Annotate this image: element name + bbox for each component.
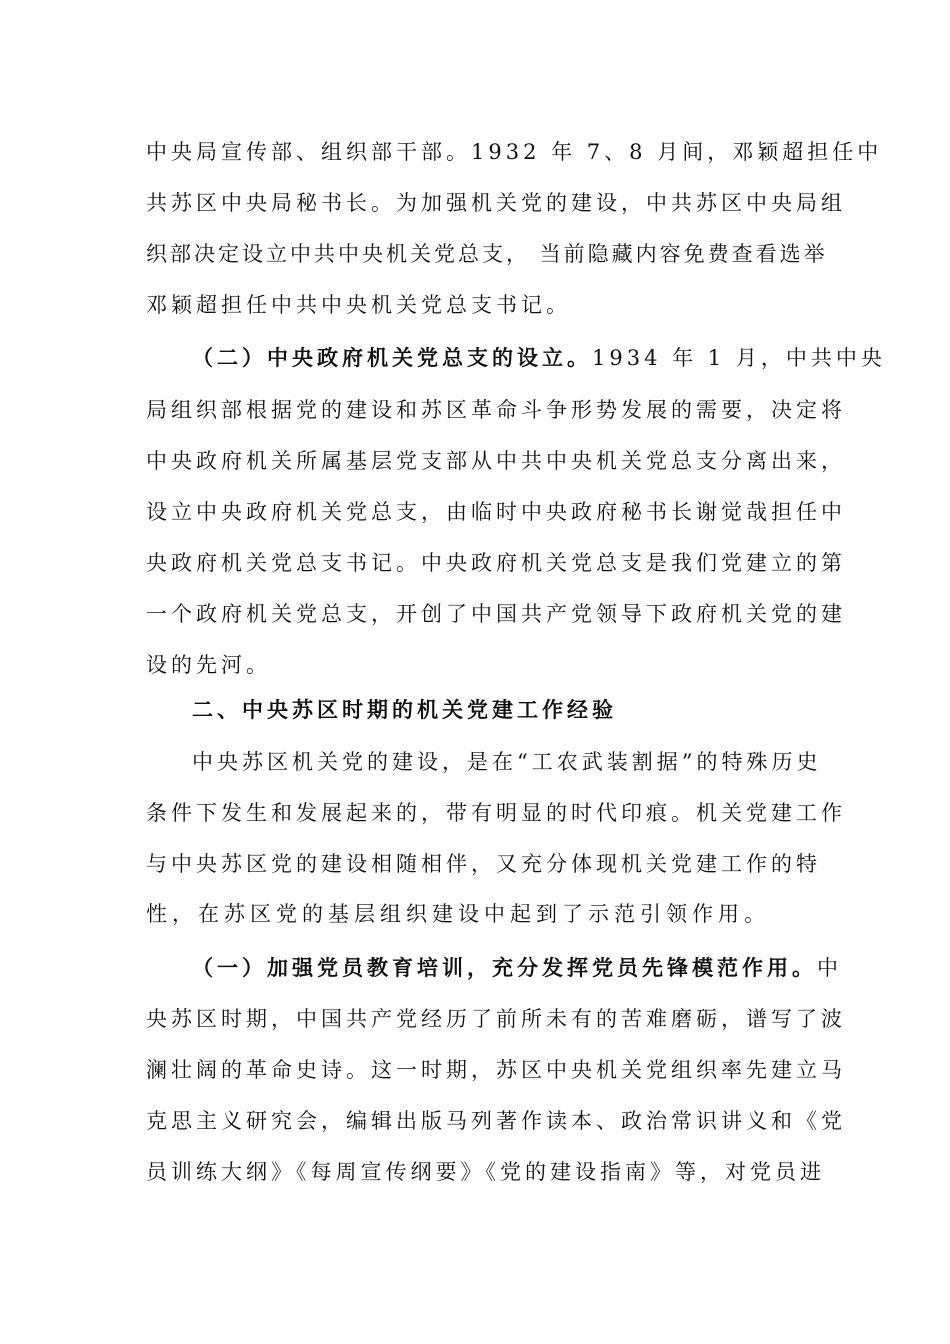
text-run: 1934 年 1 月，中共中央 <box>592 346 886 370</box>
section-subheading: （一）加强党员教育培训，充分发挥党员先锋模范作用。 <box>192 955 817 980</box>
text-line: 织部决定设立中共中央机关党总支， 当前隐藏内容免费查看选举 <box>146 242 828 266</box>
text-line: 员训练大纲》《每周宣传纲要》《党的建设指南》等，对党员进 <box>146 1160 825 1184</box>
text-line: 一个政府机关党总支，开创了中国共产党领导下政府机关党的建 <box>146 602 846 626</box>
text-line: 条件下发生和发展起来的，带有明显的时代印痕。机关党建工作 <box>146 801 846 825</box>
text-line: 澜壮阔的革命史诗。这一时期，苏区中央机关党组织率先建立马 <box>146 1058 846 1082</box>
text-line: 央苏区时期，中国共产党经历了前所未有的苦难磨砺，谱写了波 <box>146 1007 846 1031</box>
text-line: 中央苏区机关党的建设，是在“工农武装割据”的特殊历史 <box>192 750 822 774</box>
text-line: 央政府机关党总支书记。中央政府机关党总支是我们党建立的第 <box>146 551 846 575</box>
text-line: 共苏区中央局秘书长。为加强机关党的建设，中共苏区中央局组 <box>146 191 846 215</box>
text-line: 性，在苏区党的基层组织建设中起到了示范引领作用。 <box>146 902 770 926</box>
text-line: 中央局宣传部、组织部干部。1932 年 7、8 月间，邓颖超担任中 <box>146 140 883 164</box>
section-heading: 二、中央苏区时期的机关党建工作经验 <box>192 697 617 722</box>
text-run: 中 <box>817 956 842 980</box>
text-line: 邓颖超担任中共中央机关党总支书记。 <box>146 293 571 317</box>
text-line: 局组织部根据党的建设和苏区革命斗争形势发展的需要，决定将 <box>146 398 846 422</box>
paragraph-heading-line <box>192 954 842 982</box>
text-line: 中央政府机关所属基层党支部从中共中央机关党总支分离出来， <box>146 449 846 473</box>
text-line: 与中央苏区党的建设相随相伴，又充分体现机关党建工作的特 <box>146 852 821 876</box>
text-line: 设立中央政府机关党总支，由临时中央政府秘书长谢觉哉担任中 <box>146 500 846 524</box>
text-line: 设的先河。 <box>146 653 271 677</box>
paragraph-heading-line <box>192 344 886 372</box>
text-line: 克思主义研究会，编辑出版马列著作读本、政治常识讲义和《党 <box>146 1109 846 1133</box>
section-subheading: （二）中央政府机关党总支的设立。 <box>192 345 592 370</box>
